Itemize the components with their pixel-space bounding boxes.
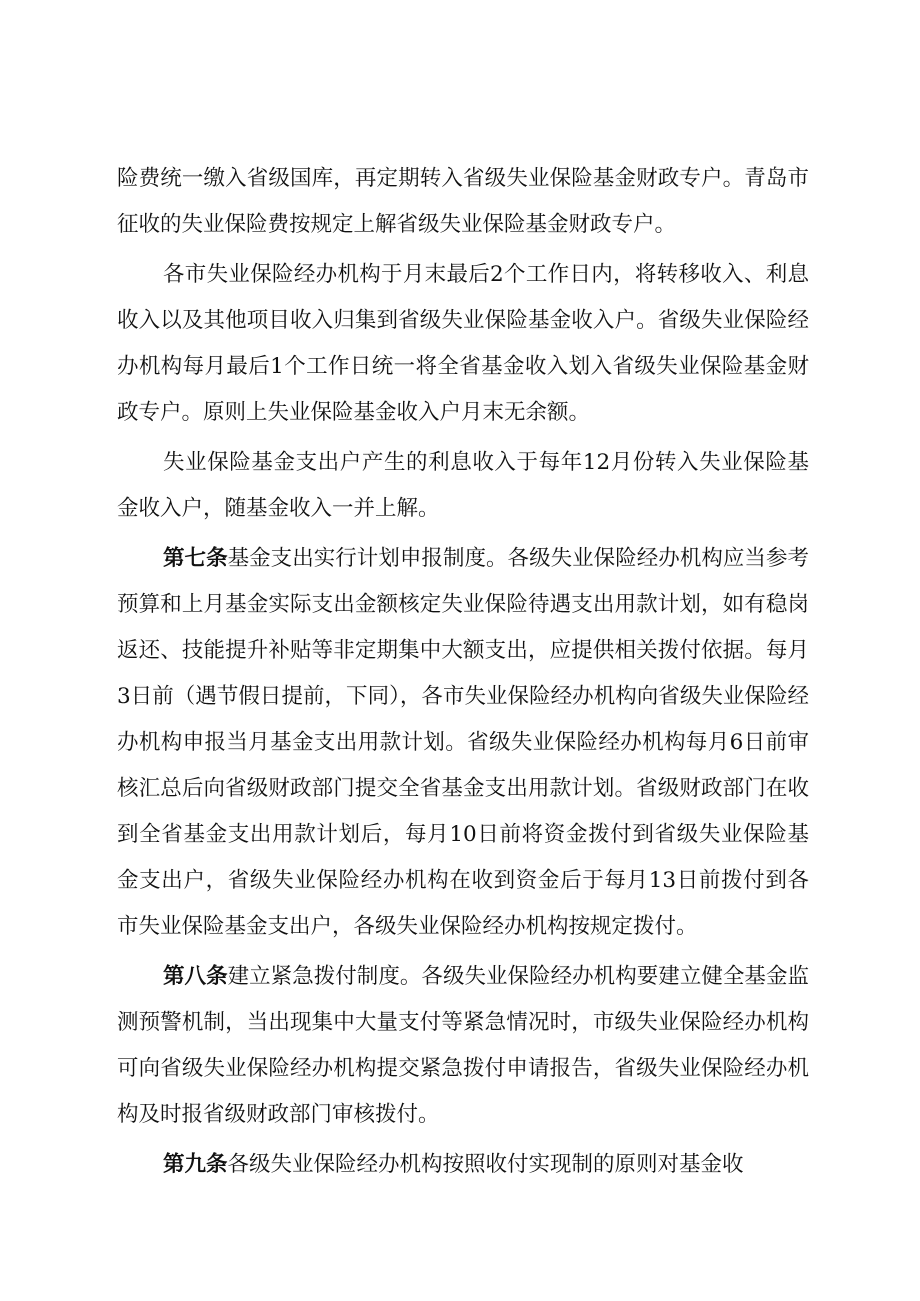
article-9: [117, 1142, 809, 1188]
paragraph-interest-income: [117, 440, 809, 532]
paragraph-income-collection: [117, 252, 809, 436]
paragraph-continuation: [117, 156, 809, 248]
article-8: [117, 954, 809, 1138]
article-number: 第九条: [163, 1152, 228, 1177]
article-text: 基金支出实行计划申报制度。各级失业保险经办机构应当参考预算和上月基金实际支出金额核定失业保险待遇支出用款计划，如有稳岗返还、技能提升补贴等非定期集中大额支出，应提供相关拨付依据。每月3日前（遇节假日提前，下同），各市失业保险经办机构向省级失业保险经办机构申报当月基金支出用款计划。省级失业保险经办机构每月6日前审核汇总后向省级财政部门提交全省基金支出用款计划。省级财政部门在收到全省基金支出用款计划后，每月10日前将资金拨付到省级失业保险基金支出户，省级失业保险经办机构在收到资金后于每月13日前拨付到各市失业保险基金支出户，各级失业保险经办机构按规定拨付。: [117, 546, 809, 939]
paragraph-text: 险费统一缴入省级国库，再定期转入省级失业保险基金财政专户。青岛市征收的失业保险费按规定上解省级失业保险基金财政专户。: [117, 166, 809, 237]
article-7: [117, 536, 809, 950]
article-text: 建立紧急拨付制度。各级失业保险经办机构要建立健全基金监测预警机制，当出现集中大量支付等紧急情况时，市级失业保险经办机构可向省级失业保险经办机构提交紧急拨付申请报告，省级失业保险经办机构及时报省级财政部门审核拨付。: [117, 964, 809, 1127]
article-number: 第八条: [163, 964, 228, 989]
paragraph-text: 失业保险基金支出户产生的利息收入于每年12月份转入失业保险基金收入户，随基金收入一并上解。: [117, 450, 809, 521]
article-number: 第七条: [163, 546, 228, 571]
paragraph-text: 各市失业保险经办机构于月末最后2个工作日内，将转移收入、利息收入以及其他项目收入归集到省级失业保险基金收入户。省级失业保险经办机构每月最后1个工作日统一将全省基金收入划入省级失业保险基金财政专户。原则上失业保险基金收入户月末无余额。: [117, 262, 809, 425]
document-body: [117, 156, 809, 1192]
article-text: 各级失业保险经办机构按照收付实现制的原则对基金收: [227, 1152, 744, 1177]
